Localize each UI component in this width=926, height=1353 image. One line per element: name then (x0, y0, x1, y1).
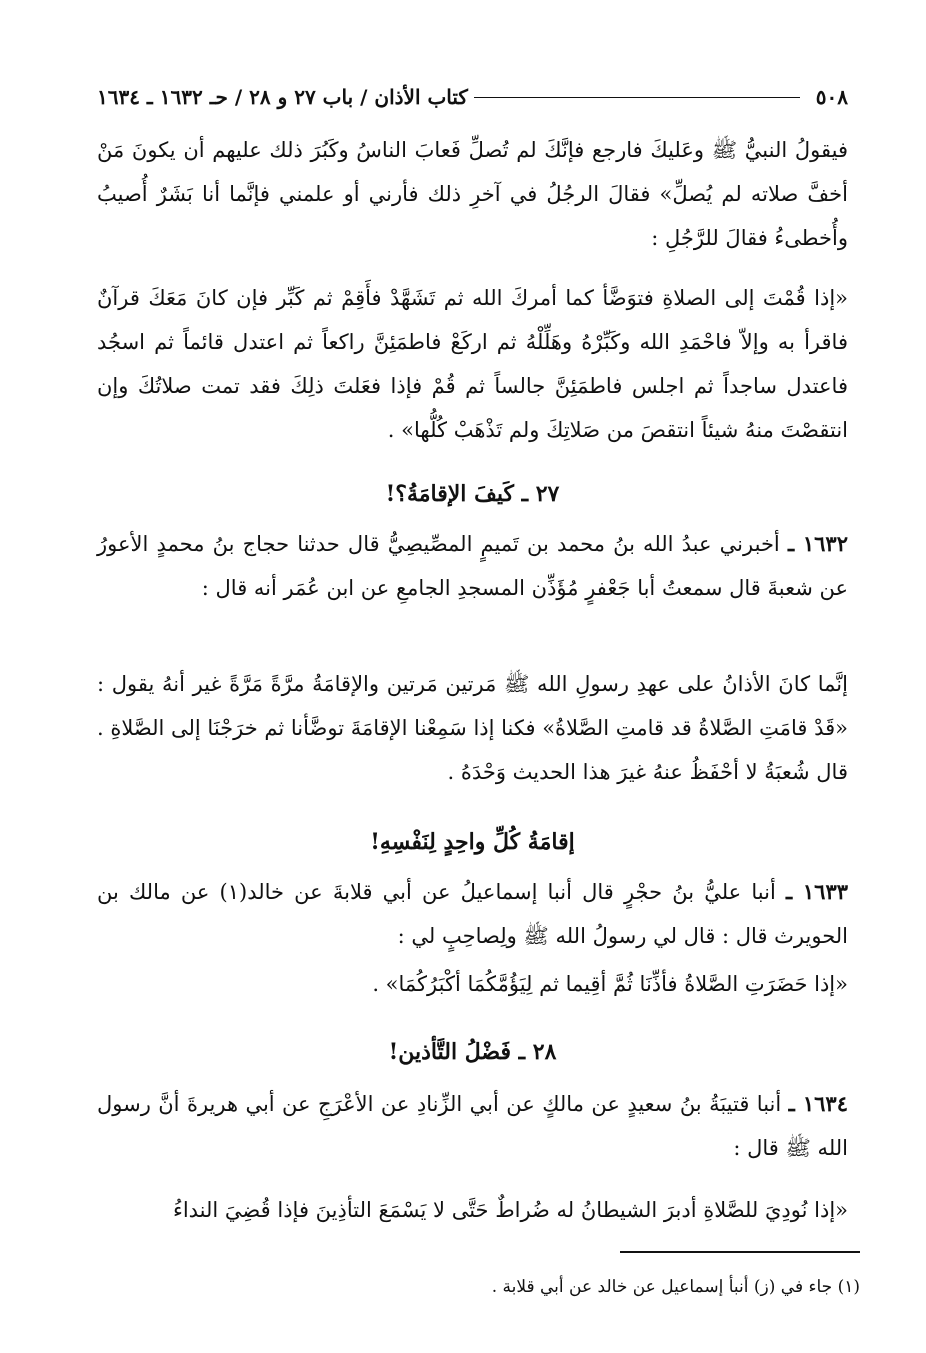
footnote: (١) جاء في (ز) أنبأ إسماعيل عن خالد عن أبي قلابة . (491, 1277, 860, 1297)
paragraph-quote (97, 276, 848, 452)
hadith-number: ١٦٣٢ ـ (787, 531, 848, 556)
hadith-quote (97, 962, 848, 1006)
hadith-block (97, 870, 848, 958)
matn-text: إنَّما كانَ الأذانُ على عهدِ رسولِ الله ﷺ مَرتين مَرتين والإقامَةُ مرَّةً مَرَّةً غير أنهُ يقول : «قَدْ قامَتِ الصَّلاةُ قد قامتِ الصَّلاةُ» فكنا إذا سَمِعْنا الإقامَةَ توضَّأنا ثم خرَجْنَا إلى الصَّلاةِ . قال شُعبَةُ لا أحْفَظُ عنهُ غيرَ هذا الحديث وَحْدَهُ . (97, 672, 848, 784)
hadith-matn (97, 662, 848, 794)
section-heading: ٢٧ ـ كَيفَ الإقامَةُ؟! (385, 481, 560, 507)
paragraph-text: «إذا قُمْتَ إلى الصلاةِ فتوَضَّأ كما أمركَ الله ثم تَشَهَّدْ فأَقِمْ ثم كَبِّر فإن كانَ مَعَكَ قرآنٌ فاقرأ به وإلاّ فاحْمَدِ الله وكَبِّرْهُ وهَلِّلْهُ ثم اركَعْ فاطمَئِنَّ راكعاً ثم اعتدل قائماً ثم اسجُد فاعتدل ساجداً ثم اجلس فاطمَئِنَّ جالساً ثم قُمْ فإذا فعَلتَ ذلِكَ فقد تمت صلاتُكَ وإن انتقصْتَ منهُ شيئاً انتقصَ من صَلاتِكَ ولم تَذْهَبْ كُلُّها» . (97, 286, 848, 442)
hadith-block (97, 522, 848, 610)
hadith-quote (97, 1188, 848, 1232)
hadith-block (97, 1082, 848, 1170)
section-heading: إقامَةُ كُلِّ واحِدٍ لِنَفْسِهِ! (370, 829, 575, 855)
section-heading: ٢٨ ـ فَضْلُ التَّأذين! (388, 1039, 557, 1065)
hadith-text: أنبا عليُّ بنُ حجْرٍ قال أنبا إسماعيلُ عن أبي قلابةَ عن خالد(١) عن مالك بن الحويرث قال : قال لي رسولُ الله ﷺ ولِصاحِبٍ لي : (97, 880, 848, 948)
page-number: ٥٠٨ (815, 85, 848, 109)
quote-text: «إذا نُودِيَ للصَّلاةِ أدبرَ الشيطانُ له ضُراطٌ حَتَّى لا يَسْمَعَ التأذِينَ فإذا قُضِيَ النداءُ (172, 1198, 848, 1222)
paragraph-continuation (97, 128, 848, 260)
hadith-text: أخبرني عبدُ الله بنُ محمد بن تَميمٍ المصِّيصِيُّ قال حدثنا حجاج بنُ محمدٍ الأعورُ عن شعبةَ قال سمعتُ أبا جَعْفرٍ مُؤَذِّن المسجدِ الجامعِ عن ابن عُمَر أنه قال : (97, 532, 848, 600)
header-rule (474, 97, 800, 98)
paragraph-text: فيقولُ النبيُّ ﷺ وعَليكَ فارجع فإنَّكَ لم تُصلِّ فَعابَ الناسُ وكَبُرَ ذلك عليهم أن يكونَ مَنْ أخفَّ صلاته لم يُصلِّ» فقالَ الرجُلُ في آخرِ ذلك فأرني أو علمني فإنَّما أنا بَشَرٌ أُصيبُ وأُخطىءُ فقالَ للرَّجُلِ : (97, 138, 848, 250)
footnote-rule (620, 1251, 860, 1253)
running-title: كتاب الأذان / باب ٢٧ و ٢٨ / حـ ١٦٣٢ ـ ١٦٣٤ (97, 85, 468, 109)
hadith-number: ١٦٣٣ ـ (785, 879, 849, 904)
hadith-text: أنبا قتيبَةُ بنُ سعيدٍ عن مالكٍ عن أبي الزِّنادِ عن الأعْرَجِ عن أبي هريرةَ أنَّ رسول الله ﷺ قال : (97, 1092, 848, 1160)
quote-text: «إذا حَضَرَتِ الصَّلاةُ فأذِّنَا ثُمَّ أقِيما ثم لِيَؤُمَّكُمَا أكْبَرُكُمَا» . (372, 972, 848, 996)
hadith-number: ١٦٣٤ ـ (788, 1091, 848, 1116)
page-header (97, 80, 848, 114)
